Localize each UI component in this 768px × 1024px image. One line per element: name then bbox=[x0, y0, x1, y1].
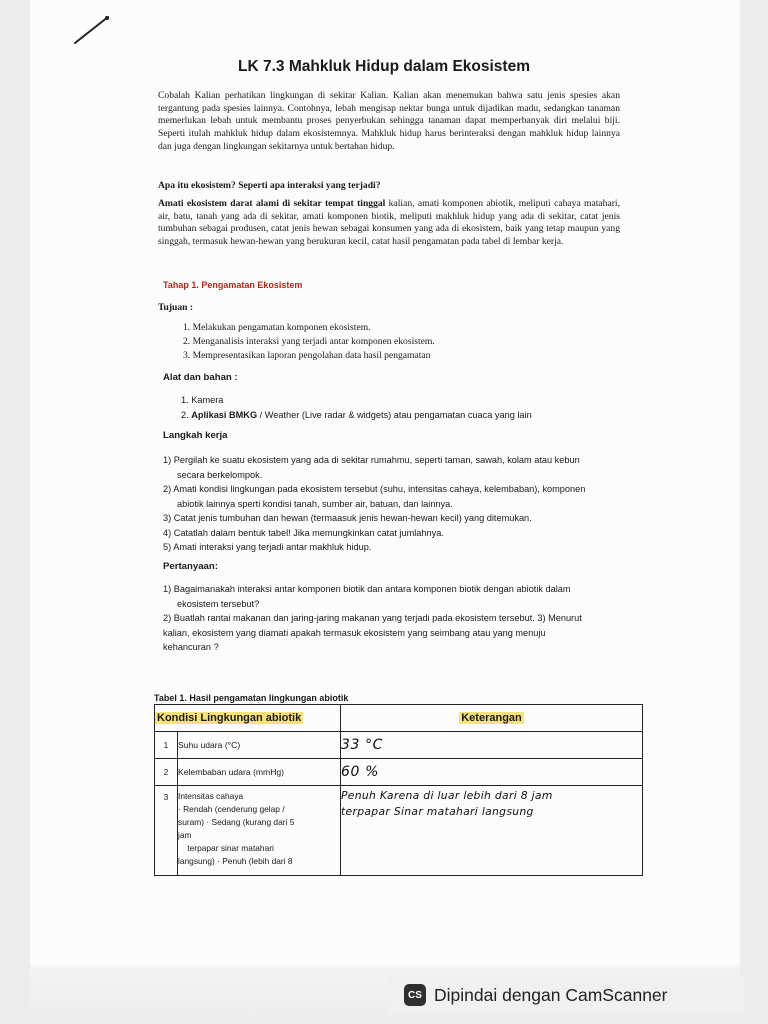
header-condition-label: Kondisi Lingkungan abiotik bbox=[157, 712, 302, 724]
list-item: 3. Mempresentasikan laporan pengolahan data hasil pengamatan bbox=[183, 349, 431, 361]
tujuan-heading: Tujuan : bbox=[158, 302, 194, 313]
header-condition bbox=[155, 705, 341, 732]
condition-line: terpapar sinar matahari bbox=[178, 843, 274, 853]
header-note-label: Keterangan bbox=[461, 712, 522, 724]
pertanyaan-list bbox=[163, 582, 588, 655]
table-caption: Tabel 1. Hasil pengamatan lingkungan abiotik bbox=[154, 693, 349, 703]
condition-cell bbox=[178, 786, 341, 876]
list-item bbox=[181, 408, 532, 423]
watermark-text: Dipindai dengan CamScanner bbox=[434, 984, 668, 1005]
stage-heading: Tahap 1. Pengamatan Ekosistem bbox=[163, 280, 303, 290]
condition-line: langsung) · Penuh (lebih dari 8 bbox=[178, 856, 293, 866]
pertanyaan-heading: Pertanyaan: bbox=[163, 561, 218, 572]
list-item: 1) Pergilah ke suatu ekosistem yang ada di sekitar rumahmu, seperti taman, sawah, kolam atau kebun secara berkelompok. bbox=[163, 455, 580, 480]
instruction-paragraph bbox=[158, 198, 620, 249]
condition-line: suram) · Sedang (kurang dari 5 bbox=[178, 817, 295, 827]
item-number: 2. bbox=[181, 409, 189, 420]
row-number: 3 bbox=[155, 786, 178, 876]
item-text: / Weather (Live radar & widgets) atau pengamatan cuaca yang lain bbox=[257, 409, 532, 420]
list-item: 1. Melakukan pengamatan komponen ekosistem. bbox=[183, 322, 371, 333]
list-item: 2) Buatlah rantai makanan dan jaring-jaring makanan yang terjadi pada ekosistem tersebut. 3) Menurut kalian, ekosistem yang diamati apakah termasuk ekosistem yang seimbang atau yang menuju kehancuran ? bbox=[163, 613, 582, 652]
page-title: LK 7.3 Mahkluk Hidup dalam Ekosistem bbox=[238, 58, 530, 75]
tujuan-list bbox=[183, 321, 435, 362]
table-row bbox=[155, 759, 643, 786]
item-text: Kamera bbox=[191, 395, 224, 405]
handwritten-note-line: Penuh Karena di luar lebih dari 8 jam bbox=[341, 789, 553, 802]
list-item bbox=[181, 393, 532, 408]
alat-heading: Alat dan bahan : bbox=[163, 372, 238, 383]
list-item: 2) Amati kondisi lingkungan pada ekosistem tersebut (suhu, intensitas cahaya, kelembaban), komponen abiotik lainnya sperti kondisi tanah, sumber air, batuan, dan lainnya. bbox=[163, 484, 586, 509]
note-cell bbox=[341, 759, 643, 786]
camscanner-icon: CS bbox=[404, 984, 426, 1006]
list-item: 4) Catatlah dalam bentuk tabel! Jika memungkinkan catat jumlahnya. bbox=[163, 527, 444, 538]
condition-line: · Rendah (cenderung gelap / bbox=[178, 804, 285, 814]
langkah-heading: Langkah kerja bbox=[163, 430, 228, 441]
camscanner-watermark bbox=[388, 976, 744, 1014]
instruction-lead: Amati ekosistem darat alami di sekitar tempat tinggal bbox=[158, 198, 386, 209]
condition-cell: Suhu udara (°C) bbox=[178, 732, 341, 759]
instruction-rest: kalian, amati komponen abiotik, meliputi cahaya matahari, air, batu, tanah yang ada di sekitar, amati komponen biotik, meliputi makhluk hidup yang ada di sekitar, catat jenis tumbuhan sebagai produsen, catat jenis hewan sebagai konsumen yang ada di ekosistem, baik yang tetap maupun yang singgah, termasuk hewan-hewan yang berukuran kecil, catat hasil pengamatan pada tabel di lembar kerja. bbox=[158, 198, 620, 248]
table-row bbox=[155, 732, 643, 759]
intro-paragraph bbox=[158, 90, 620, 154]
condition-cell: Kelembaban udara (mmHg) bbox=[178, 759, 341, 786]
list-item: 3) Catat jenis tumbuhan dan hewan (termaasuk jenis hewan-hewan kecil) yang ditemukan. bbox=[163, 513, 532, 523]
row-number: 2 bbox=[155, 759, 178, 786]
condition-line: jam bbox=[178, 830, 192, 840]
handwritten-note: 60 % bbox=[341, 764, 379, 780]
item-number: 1. bbox=[181, 395, 189, 405]
row-number: 1 bbox=[155, 732, 178, 759]
condition-line: Intensitas cahaya bbox=[178, 791, 244, 801]
table-row bbox=[155, 786, 643, 876]
table-header-row bbox=[155, 705, 643, 732]
list-item: 5) Amati interaksi yang terjadi antar makhluk hidup. bbox=[163, 542, 372, 552]
langkah-list bbox=[163, 453, 603, 555]
list-item: 2. Menganalisis interaksi yang terjadi antar komponen ekosistem. bbox=[183, 335, 435, 347]
alat-list bbox=[181, 393, 532, 422]
abiotic-observation-table bbox=[154, 704, 643, 876]
item-bold-text: Aplikasi BMKG bbox=[191, 409, 258, 420]
header-note bbox=[341, 705, 643, 732]
handwritten-note: 33 °C bbox=[341, 737, 384, 753]
note-cell bbox=[341, 786, 643, 876]
handwritten-note-line: terpapar Sinar matahari langsung bbox=[341, 805, 534, 818]
intro-text: Cobalah Kalian perhatikan lingkungan di sekitar Kalian. Kalian akan menemukan bahwa satu jenis spesies akan tergantung pada spesies lainnya. Contohnya, lebah mengisap nektar bunga untuk dijadikan madu, sedangkan tanaman memerlukan lebah untuk membantu proses penyerbukan sehingga tanaman dapat memperbanyak diri melalui biji. Seperti itulah mahkluk hidup dalam ekosistemnya. Mahkluk hidup harus berinteraksi dengan mahkluk hidup lainnya dan juga dengan lingkungan sekitarnya untuk bertahan hidup. bbox=[158, 90, 620, 152]
note-cell bbox=[341, 732, 643, 759]
list-item: 1) Bagaimanakah interaksi antar komponen biotik dan antara komponen biotik dengan abiotik dalam ekosistem tersebut? bbox=[163, 584, 571, 609]
question-heading: Apa itu ekosistem? Seperti apa interaksi yang terjadi? bbox=[158, 180, 381, 191]
